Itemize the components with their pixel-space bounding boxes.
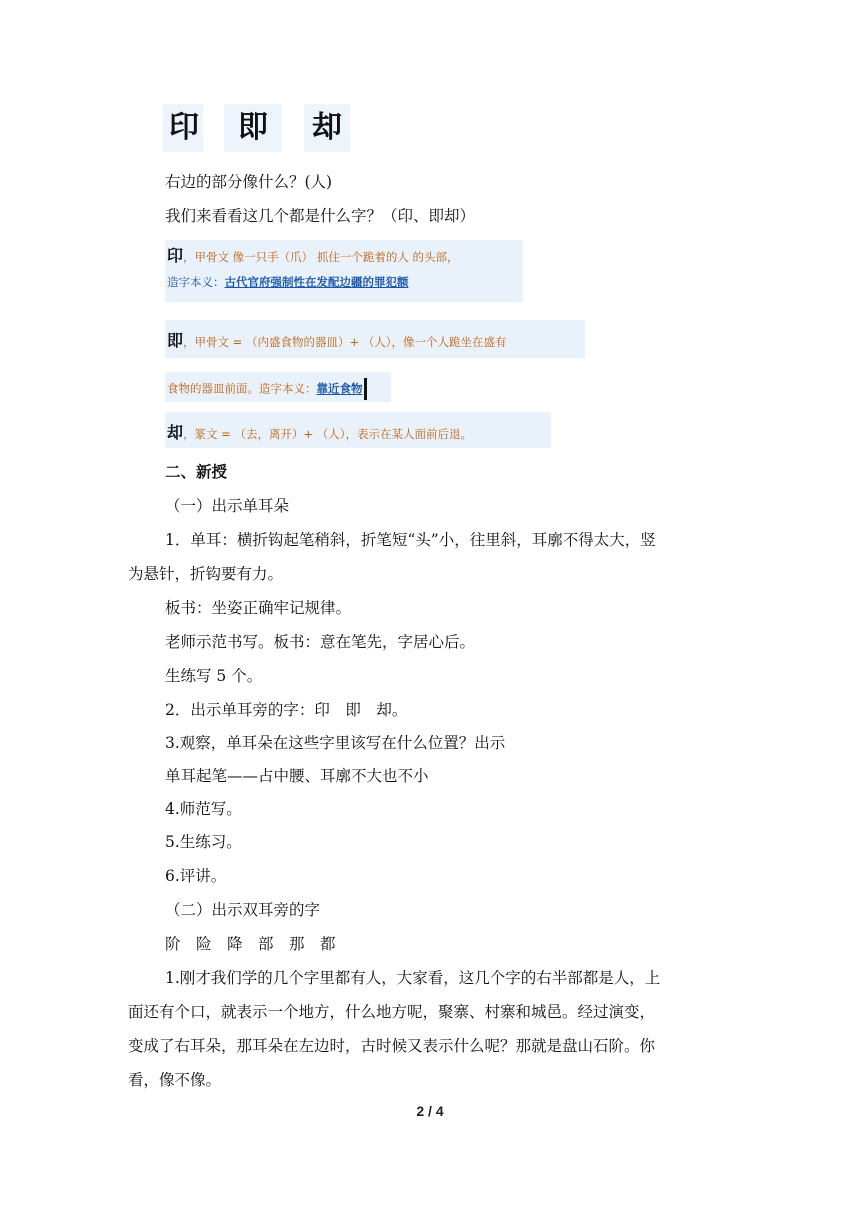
subsection-1: （一）出示单耳朵 xyxy=(165,497,290,515)
paragraph-11c: 变成了右耳朵，那耳朵在左边时，古时候又表示什么呢？那就是盘山石阶。你 xyxy=(128,1037,656,1055)
page-number: 2 / 4 xyxy=(416,1103,444,1119)
etymology-image-que xyxy=(165,412,551,448)
paragraph-11a: 1.刚才我们学的几个字里都有人，大家看，这几个字的右半部都是人，上 xyxy=(165,969,661,987)
question-1: 右边的部分像什么？(人) xyxy=(165,173,333,191)
etymology-ji-link[interactable]: 靠近食物 xyxy=(316,381,363,396)
question-2: 我们来看看这几个都是什么字？（印、即却） xyxy=(165,207,476,225)
section-title: 二、新授 xyxy=(165,462,228,481)
paragraph-3: 老师示范书写。板书：意在笔先，字居心后。 xyxy=(165,633,476,651)
glyph-yin: 印 xyxy=(169,110,199,145)
paragraph-9: 5.生练习。 xyxy=(165,833,242,851)
etymology-ji-line1: ，甲骨文 = （内盛食物的器皿）+ （人），像一个人跪坐在盛有 xyxy=(183,335,507,349)
etymology-char-que: 却 xyxy=(167,423,184,442)
etymology-char-ji: 即 xyxy=(167,331,184,350)
paragraph-11d: 看，像不像。 xyxy=(128,1071,222,1089)
etymology-yin-label: 造字本义： xyxy=(167,275,225,289)
etymology-image-ji-2 xyxy=(165,372,391,402)
paragraph-1b: 为悬针，折钩要有力。 xyxy=(128,565,284,583)
etymology-yin-line1: ，甲骨文 像一只手（爪） 抓住一个跪着的人 的头部， xyxy=(183,250,459,264)
character-list: 阶 险 降 部 那 都 xyxy=(165,935,336,953)
paragraph-6: 3.观察，单耳朵在这些字里该写在什么位置？出示 xyxy=(165,734,506,752)
paragraph-5: 2．出示单耳旁的字：印 即 却。 xyxy=(165,701,408,719)
glyph-image-que xyxy=(304,104,350,152)
glyph-que: 却 xyxy=(312,110,342,145)
glyph-image-ji xyxy=(224,104,282,152)
paragraph-7: 单耳起笔——占中腰、耳廓不大也不小 xyxy=(165,767,429,785)
paragraph-8: 4.师范写。 xyxy=(165,800,242,818)
etymology-que-line1: ，篆文 = （去，离开）+ （人），表示在某人面前后退。 xyxy=(183,427,473,441)
etymology-image-yin xyxy=(165,240,523,302)
paragraph-4: 生练写 5 个。 xyxy=(165,667,263,685)
subsection-2: （二）出示双耳旁的字 xyxy=(165,901,321,919)
glyph-ji: 即 xyxy=(238,110,268,145)
paragraph-1a: 1．单耳：横折钩起笔稍斜，折笔短“头”小，往里斜，耳廓不得太大，竖 xyxy=(165,531,656,549)
paragraph-11b: 面还有个口，就表示一个地方，什么地方呢，聚寨、村寨和城邑。经过演变， xyxy=(128,1003,656,1021)
paragraph-2: 板书：坐姿正确牢记规律。 xyxy=(165,599,352,617)
etymology-image-ji xyxy=(165,320,585,358)
etymology-ji-line2: 食物的器皿前面。造字本义： xyxy=(167,381,317,396)
glyph-image-yin xyxy=(163,104,203,152)
text-cursor xyxy=(364,378,367,400)
etymology-yin-link[interactable]: 古代官府强制性在发配边疆的罪犯额 xyxy=(224,275,409,289)
paragraph-10: 6.评讲。 xyxy=(165,867,227,885)
etymology-char-yin: 印 xyxy=(167,246,184,265)
